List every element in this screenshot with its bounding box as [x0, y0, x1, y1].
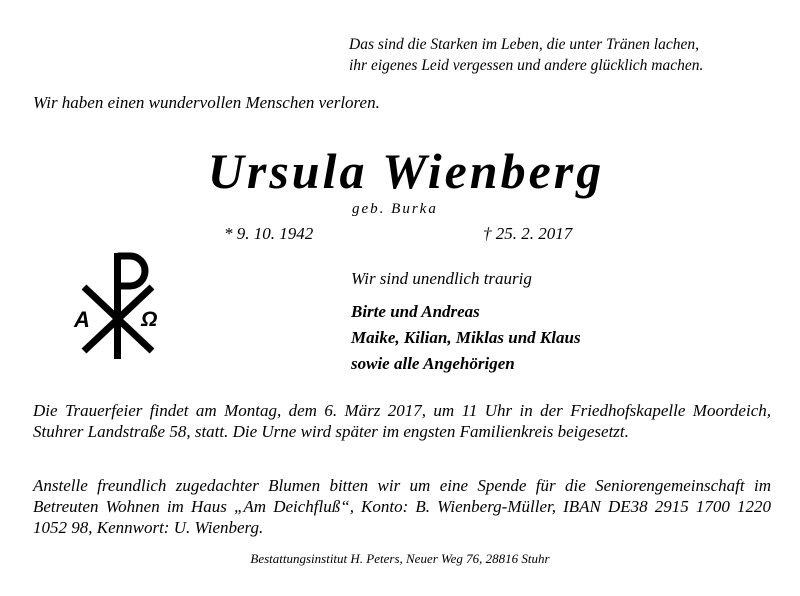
- quote-block: [349, 34, 703, 76]
- maiden-name: geb. Burka: [352, 201, 438, 217]
- mourners-intro: Wir sind unendlich traurig: [351, 269, 532, 288]
- omega-letter: Ω: [141, 308, 158, 331]
- quote-line-1: Das sind die Starken im Leben, die unter Tränen lachen,: [349, 36, 699, 53]
- mourner-line: sowie alle Angehörigen: [351, 354, 515, 373]
- mourner-line: Birte und Andreas: [351, 302, 480, 321]
- deceased-name: Ursula Wienberg: [207, 143, 605, 199]
- birth-date: * 9. 10. 1942: [224, 224, 314, 243]
- quote-line-2: ihr eigenes Leid vergessen und andere glücklich machen.: [349, 57, 704, 74]
- death-date: † 25. 2. 2017: [483, 224, 573, 243]
- chi-rho-alpha-omega-icon: [72, 251, 164, 361]
- mourners-list: [351, 299, 581, 377]
- mourner-line: Maike, Kilian, Miklas und Klaus: [351, 328, 581, 347]
- intro-text: Wir haben einen wundervollen Menschen verloren.: [33, 93, 380, 112]
- alpha-letter: A: [74, 307, 90, 332]
- donation-paragraph: Anstelle freundlich zugedachter Blumen bitten wir um eine Spende für die Seniorengemeinschaft im Betreuten Wohnen im Haus „Am Deichfluß“, Konto: B. Wienberg-Müller, IBAN DE38 2915 1700 1220 1052 98, Kennwort: U. Wienberg.: [33, 476, 771, 537]
- funeral-paragraph: Die Trauerfeier findet am Montag, dem 6. März 2017, um 11 Uhr in der Friedhofskapelle Moordeich, Stuhrer Landstraße 58, statt. Die Urne wird später im engsten Familienkreis beigesetzt.: [33, 401, 771, 441]
- funeral-home-footer: Bestattungsinstitut H. Peters, Neuer Weg 76, 28816 Stuhr: [250, 551, 550, 566]
